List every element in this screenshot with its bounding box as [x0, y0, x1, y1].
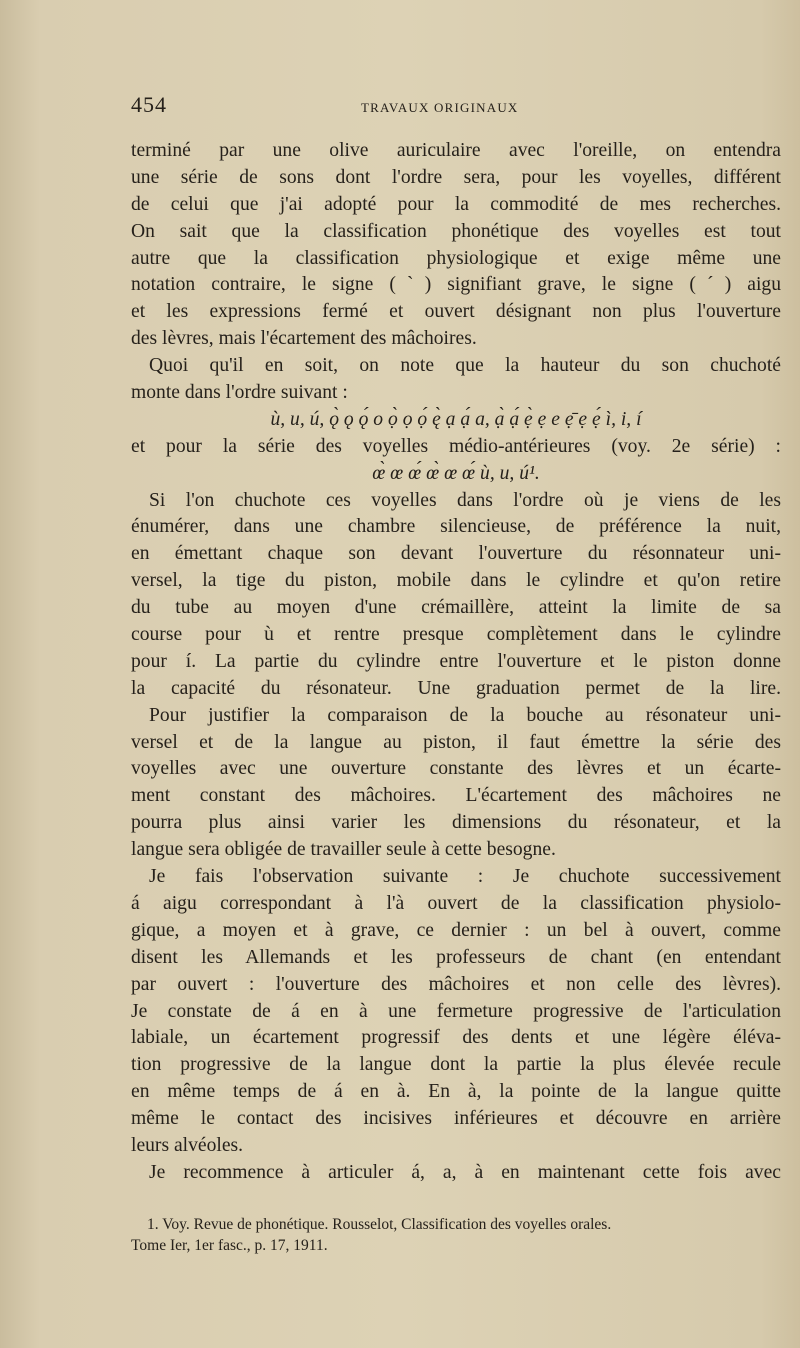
running-title: TRAVAUX ORIGINAUX	[361, 100, 519, 115]
text-line: voyelles avec une ouverture constante des lèvres et un écarte-	[131, 758, 781, 780]
text-line: et pour la série des voyelles médio-antérieures (voy. 2e série) :	[131, 435, 781, 457]
text-line: pour í. La partie du cylindre entre l'ouverture et le piston donne	[131, 650, 781, 672]
text-line: leurs alvéoles.	[131, 1134, 244, 1156]
text-line: á aigu correspondant à l'à ouvert de la classification physiolo-	[131, 892, 781, 914]
text-line: par ouvert : l'ouverture des mâchoires et non celle des lèvres).	[131, 973, 781, 995]
running-head	[131, 92, 781, 122]
text-line: même le contact des incisives inférieures et découvre en arrière	[131, 1108, 781, 1130]
text-line: Je recommence à articuler á, a, à en maintenant cette fois avec	[149, 1161, 781, 1183]
footnotes	[131, 1214, 781, 1256]
text-line: monte dans l'ordre suivant :	[131, 382, 348, 404]
text-line: Je fais l'observation suivante : Je chuchote successivement	[149, 866, 781, 888]
text-line: terminé par une olive auriculaire avec l'oreille, on entendra	[131, 140, 781, 161]
text-line: Quoi qu'il en soit, on note que la hauteur du son chuchoté	[149, 355, 781, 377]
text-line: versel, la tige du piston, mobile dans le cylindre et qu'on retire	[131, 570, 781, 592]
text-line: langue sera obligée de travailler seule à cette besogne.	[131, 839, 556, 861]
text-line: de celui que j'ai adopté pour la commodité de mes recherches.	[131, 193, 781, 215]
text-line: disent les Allemands et les professeurs de chant (en entendant	[131, 946, 781, 968]
page-number: 454	[131, 92, 167, 117]
text-line: du tube au moyen d'une crémaillère, atteint la limite de sa	[131, 597, 781, 619]
body-text	[131, 138, 781, 1187]
text-line: autre que la classification physiologique et exige même une	[131, 247, 781, 269]
text-line: œ̀ œ œ́ œ̀ œ œ́ ù, u, ú¹.	[372, 462, 540, 484]
text-line: Si l'on chuchote ces voyelles dans l'ordre où je viens de les	[149, 489, 781, 511]
footnote-line: Tome Ier, 1er fasc., p. 17, 1911.	[131, 1237, 328, 1254]
text-line: en même temps de á en à. En à, la pointe de la langue quitte	[131, 1081, 781, 1103]
text-line: énumérer, dans une chambre silencieuse, de préférence la nuit,	[131, 516, 781, 538]
text-line: notation contraire, le signe (ˋ) signifiant grave, le signe (ˊ) aigu	[131, 274, 781, 296]
text-line: des lèvres, mais l'écartement des mâchoires.	[131, 328, 477, 350]
text-line: une série de sons dont l'ordre sera, pour les voyelles, différent	[131, 166, 781, 188]
text-line: tion progressive de la langue dont la partie la plus élevée recule	[131, 1054, 781, 1076]
text-line: et les expressions fermé et ouvert désignant non plus l'ouverture	[131, 301, 781, 323]
text-line: la capacité du résonateur. Une graduation permet de la lire.	[131, 677, 781, 699]
text-line: gique, a moyen et à grave, ce dernier : un bel à ouvert, comme	[131, 919, 781, 941]
text-line: ù, u, ú, ǫ̀ ǫ ǫ́ o ọ̀ ọ ọ́ ę̀ ạ ạ́ a, ạ̀ ạ́ ẹ̀ ẹ e ẹ̄ ẹ ẹ́ ì, i, í	[270, 408, 642, 430]
text-line: labiale, un écartement progressif des dents et une légère éléva-	[131, 1027, 781, 1049]
text-line: en émettant chaque son devant l'ouverture du résonnateur uni-	[131, 543, 781, 565]
text-line: course pour ù et rentre presque complètement dans le cylindre	[131, 624, 781, 646]
footnote-line: 1. Voy. Revue de phonétique. Rousselot, Classification des voyelles orales.	[147, 1216, 612, 1233]
text-line: Pour justifier la comparaison de la bouche au résonateur uni-	[149, 704, 781, 726]
text-line: ment constant des mâchoires. L'écartement des mâchoires ne	[131, 785, 781, 807]
text-line: On sait que la classification phonétique des voyelles est tout	[131, 220, 781, 242]
text-line: versel et de la langue au piston, il faut émettre la série des	[131, 731, 781, 753]
text-line: Je constate de á en à une fermeture progressive de l'articulation	[131, 1000, 781, 1022]
text-line: pourra plus ainsi varier les dimensions du résonateur, et la	[131, 812, 781, 834]
